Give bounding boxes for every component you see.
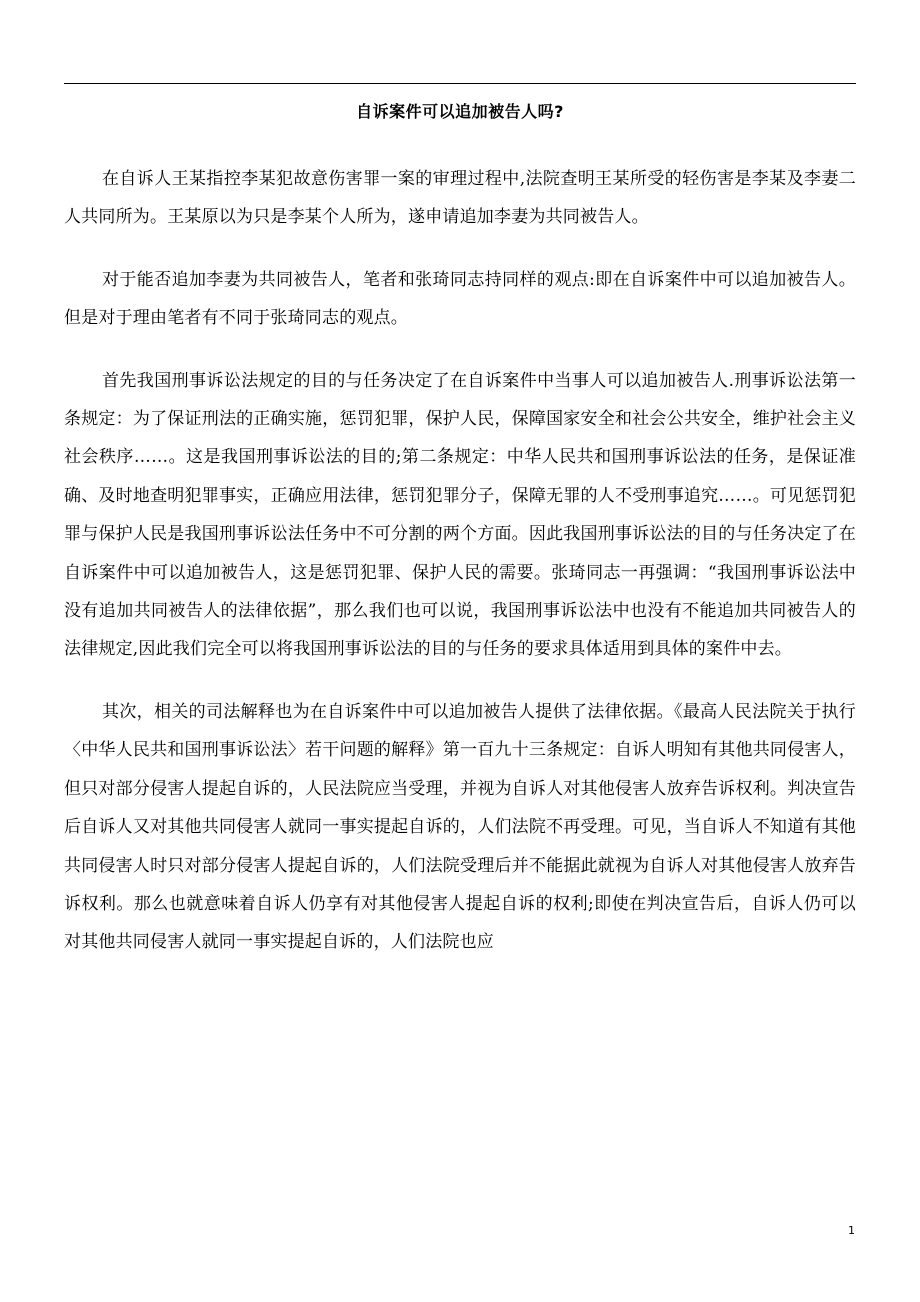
paragraph-1: 在自诉人王某指控李某犯故意伤害罪一案的审理过程中,法院查明王某所受的轻伤害是李某及李妻二人共同所为。王某原以为只是李某个人所为，遂申请追加李妻为共同被告人。 [64, 169, 856, 228]
paragraph-4: 其次，相关的司法解释也为在自诉案件中可以追加被告人提供了法律依据。《最高人民法院关于执行〈中华人民共和国刑事诉讼法〉若干问题的解释》第一百九十三条规定：自诉人明知有其他共同侵害人，但只对部分侵害人提起自诉的，人民法院应当受理，并视为自诉人对其他侵害人放弃告诉权利。判决宣告后自诉人又对其他共同侵害人就同一事实提起自诉的，人们法院不再受理。可见，当自诉人不知道有其他共同侵害人时只对部分侵害人提起自诉的，人们法院受理后并不能据此就视为自诉人对其他侵害人放弃告诉权利。那么也就意味着自诉人仍享有对其他侵害人提起自诉的权利;即使在判决宣告后，自诉人仍可以对其他共同侵害人就同一事实提起自诉的，人们法院也应 [64, 701, 856, 953]
document-body [64, 160, 856, 986]
paragraph-2: 对于能否追加李妻为共同被告人，笔者和张琦同志持同样的观点:即在自诉案件中可以追加被告人。但是对于理由笔者有不同于张琦同志的观点。 [64, 269, 856, 329]
paragraph-3: 首先我国刑事诉讼法规定的目的与任务决定了在自诉案件中当事人可以追加被告人.刑事诉讼法第一条规定：为了保证刑法的正确实施，惩罚犯罪，保护人民，保障国家安全和社会公共安全，维护社会主义社会秩序……。这是我国刑事诉讼法的目的;第二条规定：中华人民共和国刑事诉讼法的任务，是保证准确、及时地查明犯罪事实，正确应用法律，惩罚犯罪分子，保障无罪的人不受刑事追究……。可见惩罚犯罪与保护人民是我国刑事诉讼法任务中不可分割的两个方面。因此我国刑事诉讼法的目的与任务决定了在自诉案件中可以追加被告人，这是惩罚犯罪、保护人民的需要。张琦同志一再强调：“我国刑事诉讼法中没有追加共同被告人的法律依据”，那么我们也可以说，我国刑事诉讼法中也没有不能追加共同被告人的法律规定,因此我们完全可以将我国刑事诉讼法的目的与任务的要求具体适用到具体的案件中去。 [64, 370, 856, 660]
page-number: 1 [848, 1224, 855, 1237]
document-title: 自诉案件可以追加被告人吗? [356, 102, 564, 121]
header-rule [64, 83, 856, 84]
